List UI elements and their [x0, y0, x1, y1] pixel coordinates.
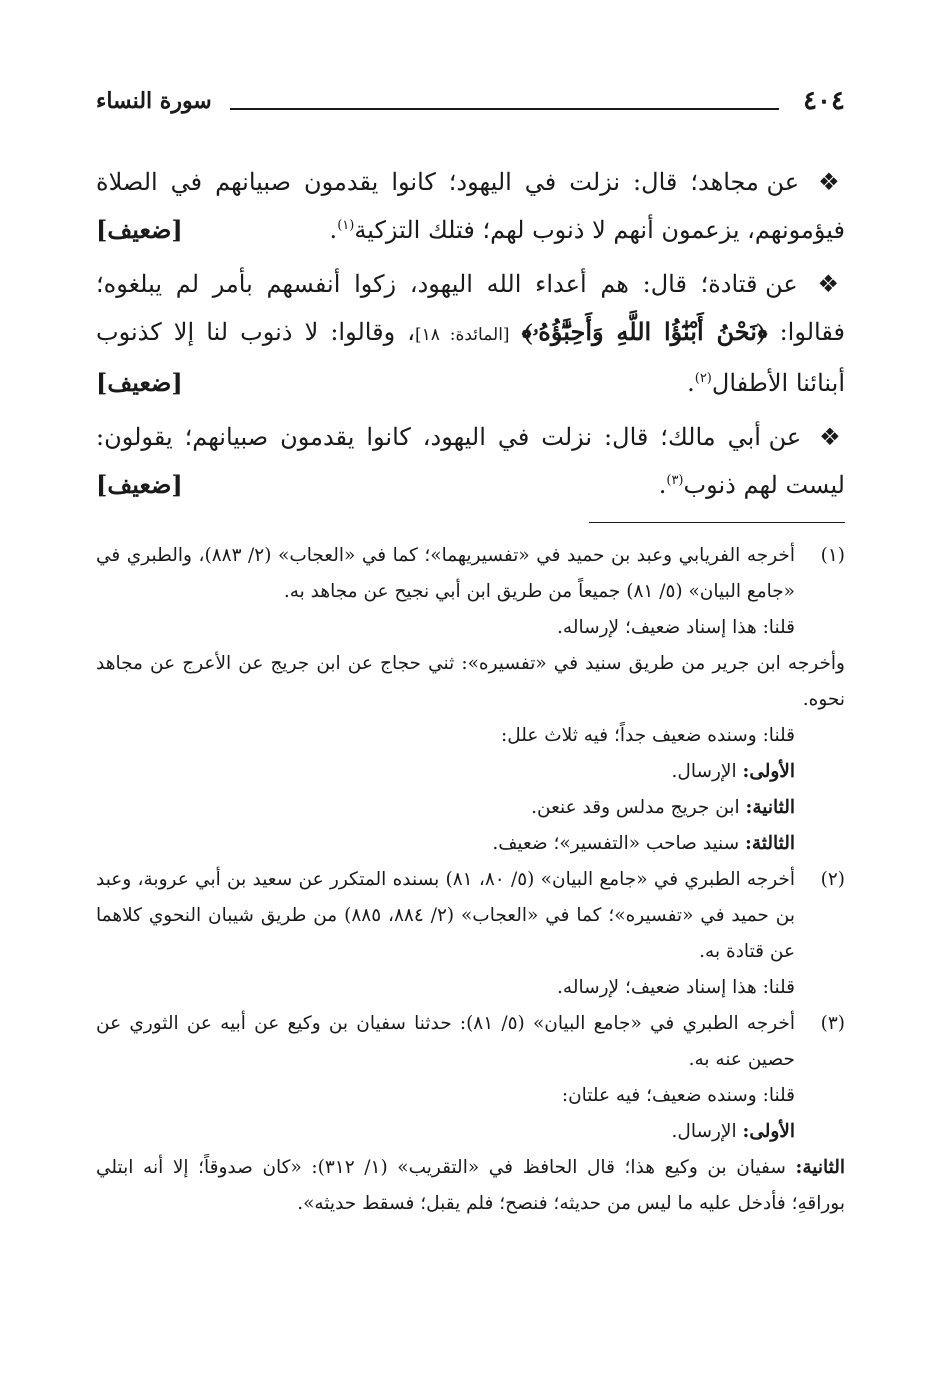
- header-rule: [230, 108, 779, 110]
- footnotes: [96, 538, 845, 1222]
- narration-abu-malik: [96, 413, 845, 509]
- footnote-text: أخرجه الطبري في «جامع البيان» (٥/ ٨١): حدثنا سفيان بن وكيع عن أبيه عن الثوري عن حصين عنه به.: [96, 1013, 795, 1070]
- item-text: الإرسال.: [671, 761, 737, 782]
- grade-label: [ضعيف]: [96, 215, 183, 244]
- footnote-ref[interactable]: (٣): [666, 473, 684, 488]
- running-header: [96, 86, 845, 126]
- main-text: [96, 158, 845, 515]
- footnote-number: (٣): [820, 1013, 845, 1034]
- verse-reference: [المائدة: ١٨]: [414, 325, 510, 345]
- footnote-item: [96, 826, 795, 862]
- item-text: سنيد صاحب «التفسير»؛ ضعيف.: [492, 833, 740, 854]
- footnote-item: [96, 754, 795, 790]
- item-text: الإرسال.: [671, 1121, 737, 1142]
- footnote-3: [96, 1006, 845, 1222]
- item-text: ابن جريج مدلس وقد عنعن.: [531, 797, 740, 818]
- grade-label: [ضعيف]: [96, 470, 183, 499]
- footnote-ref[interactable]: (٢): [694, 371, 712, 386]
- footnote-text: قلنا: هذا إسناد ضعيف؛ لإرساله.: [557, 977, 795, 998]
- period: .: [687, 369, 695, 397]
- narration-mujahid: [96, 158, 845, 254]
- narration-text: عن قتادة؛ قال: هم أعداء الله اليهود، زكوا أنفسهم بأمر لم يبلغوه؛ فقالوا:: [96, 270, 845, 346]
- item-label: الأولى:: [742, 1121, 795, 1142]
- narration-qatada: [96, 260, 845, 407]
- footnote-text: وأخرجه ابن جرير من طريق سنيد في «تفسيره»: ثني حجاج عن ابن جريج عن الأعرج عن مجاهد نحوه.: [96, 653, 845, 710]
- footnote-number: (١): [820, 545, 845, 566]
- footnote-text: أخرجه الطبري في «جامع البيان» (٥/ ٨٠، ٨١) بسنده المتكرر عن سعيد بن أبي عروبة، وعبد بن حميد في «تفسيره»؛ كما في «العجاب» (٢/ ٨٨٤، ٨٨٥) من طريق شيبان النحوي كلاهما عن قتادة به.: [96, 869, 796, 962]
- footnote-ref[interactable]: (١): [337, 218, 355, 233]
- grade-label: [ضعيف]: [96, 368, 183, 397]
- surah-name: سورة النساء: [96, 88, 212, 114]
- item-label: الثانية:: [795, 1157, 845, 1178]
- bullet-diamond-icon: ❖: [817, 270, 846, 298]
- narration-text: عن مجاهد؛ قال: نزلت في اليهود؛ كانوا يقدمون صبيانهم في الصلاة فيؤمونهم، يزعمون أنهم لا ذنوب لهم؛ فتلك التزكية: [96, 168, 845, 244]
- footnote-text: قلنا: هذا إسناد ضعيف؛ لإرساله.: [557, 617, 795, 638]
- footnote-text: قلنا: وسنده ضعيف؛ فيه علتان:: [561, 1085, 795, 1106]
- period: .: [658, 471, 667, 499]
- narration-text: عن أبي مالك؛ قال: نزلت في اليهود، كانوا يقدمون صبيانهم؛ يقولون: ليست لهم ذنوب: [96, 423, 845, 499]
- item-label: الثانية:: [745, 797, 795, 818]
- bullet-diamond-icon: ❖: [819, 423, 846, 451]
- footnote-separator: [589, 522, 845, 523]
- item-label: الثالثة:: [745, 833, 795, 854]
- quran-verse: ﴿نَحْنُ أَبْنَٰٓؤُا اللَّهِ وَأَحِبَّٰٓؤُهُۥ﴾: [521, 317, 768, 346]
- footnote-1: [96, 538, 845, 862]
- footnote-item: [96, 1114, 795, 1150]
- footnote-text: قلنا: وسنده ضعيف جداً؛ فيه ثلاث علل:: [500, 725, 795, 746]
- period: .: [329, 216, 338, 244]
- narration-text: ، وقالوا: لا ذنوب لنا إلا كذنوب أبنائنا الأطفال: [96, 318, 845, 397]
- footnote-text: أخرجه الفريابي وعبد بن حميد في «تفسيريهما»؛ كما في «العجاب» (٢/ ٨٨٣)، والطبري في «جامع البيان» (٥/ ٨١) جميعاً من طريق ابن أبي نجيح عن مجاهد به.: [96, 545, 795, 602]
- page-number: ٤٠٤: [803, 86, 845, 116]
- footnote-item: [96, 790, 795, 826]
- bullet-diamond-icon: ❖: [818, 168, 846, 196]
- footnote-item: [96, 1150, 845, 1222]
- footnote-number: (٢): [820, 869, 845, 890]
- footnote-2: [96, 862, 845, 1006]
- item-text: سفيان بن وكيع هذا؛ قال الحافظ في «التقريب» (١/ ٣١٢): «كان صدوقاً؛ إلا أنه ابتلي بوراقهِ؛ فأدخل عليه ما ليس من حديثه؛ فنصح؛ فلم يقبل؛ فسقط حديثه».: [96, 1157, 845, 1214]
- item-label: الأولى:: [742, 761, 795, 782]
